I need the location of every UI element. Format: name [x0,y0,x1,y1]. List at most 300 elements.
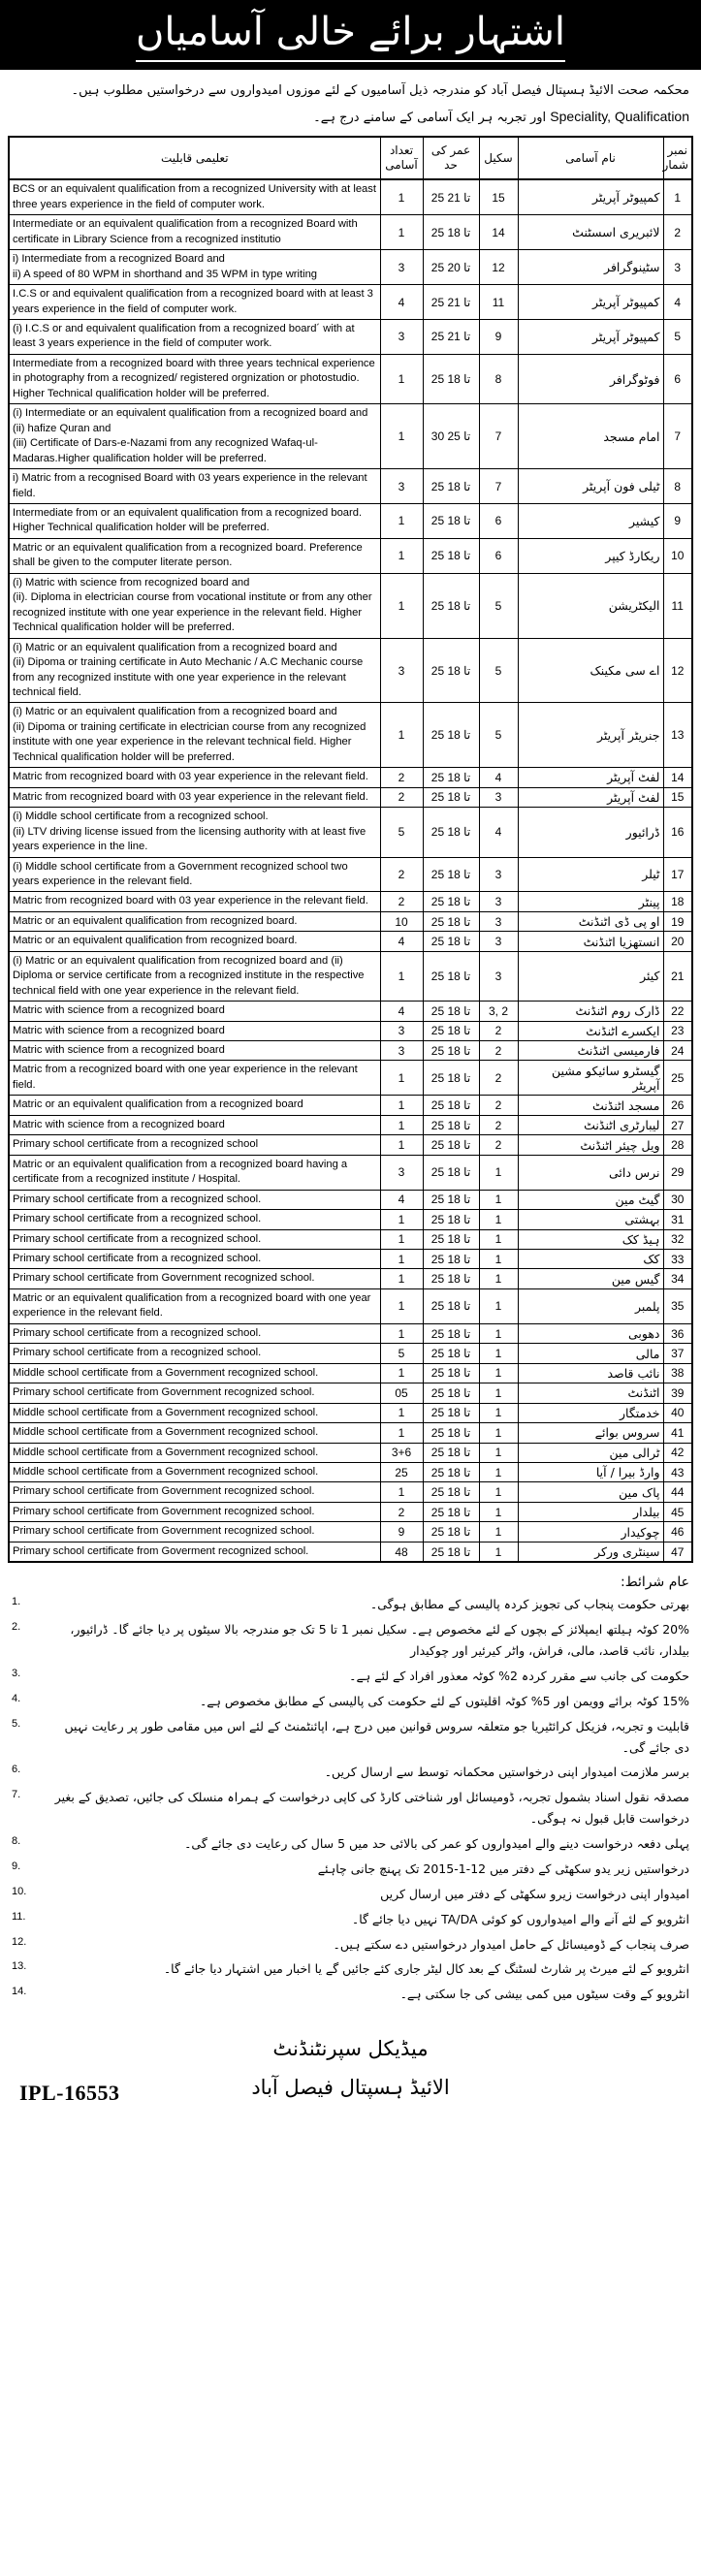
cell-count: 3 [380,250,423,285]
cell-qualification: (i) Middle school certificate from a Government recognized school two years experience in the relevant field. [9,857,380,892]
conditions-list [12,1594,689,2005]
cell-serial-number: 14 [663,768,692,787]
cell-count: 1 [380,179,423,214]
cell-count: 3 [380,1021,423,1040]
cell-age-limit: 25 تا 18 [423,1403,479,1422]
cell-post-name: فارمیسی اٹنڈنٹ [518,1041,663,1061]
cell-count: 1 [380,951,423,1001]
table-row [9,1344,692,1363]
cell-serial-number: 37 [663,1344,692,1363]
cell-count: 3 [380,469,423,504]
cell-scale: 1 [479,1269,518,1288]
condition-number: 1. [12,1596,21,1608]
cell-scale: 7 [479,469,518,504]
cell-count: 1 [380,1061,423,1096]
cell-age-limit: 25 تا 18 [423,1482,479,1502]
cell-post-name: گیس مین [518,1269,663,1288]
table-row [9,250,692,285]
cell-serial-number: 30 [663,1190,692,1209]
cell-qualification: Primary school certificate from Government recognized school. [9,1269,380,1288]
table-row [9,538,692,573]
condition-item [12,1884,689,1905]
table-row [9,1021,692,1040]
cell-post-name: او پی ڈی اٹنڈنٹ [518,911,663,931]
cell-qualification: (i) I.C.S or and equivalent qualification from a recognized board´ with at least 3 years experience in the field of computer work. [9,320,380,355]
cell-age-limit: 25 تا 18 [423,1210,479,1229]
condition-item [12,1934,689,1956]
cell-serial-number: 18 [663,892,692,911]
cell-age-limit: 25 تا 18 [423,787,479,807]
cell-serial-number: 46 [663,1522,692,1542]
cell-age-limit: 25 تا 18 [423,1323,479,1343]
cell-count: 1 [380,1229,423,1249]
condition-item [12,1594,689,1615]
table-row [9,1288,692,1323]
cell-serial-number: 34 [663,1269,692,1288]
cell-qualification: Matric with science from a recognized board [9,1115,380,1134]
header-age: عمر کی حد [423,137,479,179]
table-row [9,703,692,768]
cell-scale: 15 [479,179,518,214]
condition-number: 13. [12,1960,27,1973]
masthead-banner [0,0,701,70]
cell-scale: 6 [479,503,518,538]
cell-scale: 3 [479,787,518,807]
table-row [9,320,692,355]
conditions-section [0,1563,701,2013]
cell-qualification: Matric from a recognized board with one year experience in the relevant field. [9,1061,380,1096]
cell-serial-number: 42 [663,1443,692,1462]
table-row [9,1229,692,1249]
cell-scale: 1 [479,1229,518,1249]
cell-count: 4 [380,1002,423,1021]
cell-qualification: (i) Middle school certificate from a recognized school. (ii) LTV driving license issued from the licensing authority with at least five years experience in the line. [9,808,380,857]
condition-number: 7. [12,1789,21,1801]
cell-serial-number: 40 [663,1403,692,1422]
cell-scale: 12 [479,250,518,285]
cell-serial-number: 24 [663,1041,692,1061]
cell-qualification: Matric or an equivalent qualification from a recognized board [9,1096,380,1115]
cell-count: 1 [380,404,423,469]
cell-serial-number: 11 [663,573,692,638]
table-row [9,285,692,320]
cell-scale: 4 [479,768,518,787]
cell-qualification: Primary school certificate from Government recognized school. [9,1482,380,1502]
cell-qualification: (i) Intermediate or an equivalent qualification from a recognized board and (ii) hafize Quran and (iii) Certificate of Dars-e-Nazami from any recognized Wafaq-ul-Madaras.Higher qualification holder will be preferred. [9,404,380,469]
condition-number: 14. [12,1986,27,1998]
cell-post-name: امام مسجد [518,404,663,469]
cell-count: 1 [380,1269,423,1288]
cell-post-name: پلمبر [518,1288,663,1323]
cell-post-name: لفٹ آپریٹر [518,787,663,807]
cell-age-limit: 25 تا 18 [423,1229,479,1249]
table-row [9,1190,692,1209]
cell-count: 1 [380,1482,423,1502]
header-sr: نمبر شمار [663,137,692,179]
table-row [9,787,692,807]
cell-qualification: (i) Matric or an equivalent qualification from a recognized board and (ii) Dipoma or training certificate in Auto Mechanic / A.C Mechanic course from any recognized institute with one year experience in the relevant technical field. [9,638,380,703]
cell-age-limit: 25 تا 18 [423,1423,479,1443]
cell-count: 2 [380,857,423,892]
cell-post-name: کیئر [518,951,663,1001]
intro-line-2 [12,104,689,131]
cell-post-name: گیسٹرو سائیکو مشین آپریٹر [518,1061,663,1096]
condition-number: 8. [12,1835,21,1848]
condition-item [12,1859,689,1880]
cell-count: 05 [380,1383,423,1403]
cell-post-name: لیبارٹری اٹنڈنٹ [518,1115,663,1134]
cell-qualification: Middle school certificate from a Government recognized school. [9,1423,380,1443]
condition-number: 9. [12,1860,21,1872]
cell-qualification: Matric from recognized board with 03 year experience in the relevant field. [9,768,380,787]
cell-scale: 2 [479,1021,518,1040]
cell-count: 3+6 [380,1443,423,1462]
cell-scale: 6 [479,538,518,573]
cell-scale: 2 [479,1135,518,1155]
table-row [9,1443,692,1462]
cell-qualification: Primary school certificate from a recognized school. [9,1344,380,1363]
cell-age-limit: 25 تا 20 [423,250,479,285]
condition-text: پہلی دفعہ درخواست دینے والے امیدواروں کو عمر کی بالائی حد میں 5 سال کی رعایت دی جائے گی۔ [184,1836,689,1852]
cell-count: 2 [380,1502,423,1521]
cell-scale: 1 [479,1463,518,1482]
cell-qualification: Intermediate from or an equivalent qualification from a recognized board. Higher Technical qualification holder will be preferred. [9,503,380,538]
condition-number: 3. [12,1667,21,1679]
cell-age-limit: 25 تا 18 [423,1250,479,1269]
table-row [9,1269,692,1288]
table-row [9,404,692,469]
table-row [9,1502,692,1521]
cell-serial-number: 20 [663,932,692,951]
cell-post-name: نائب قاصد [518,1363,663,1383]
cell-age-limit: 25 تا 18 [423,1443,479,1462]
cell-post-name: کیشیر [518,503,663,538]
cell-count: 1 [380,1363,423,1383]
cell-count: 1 [380,703,423,768]
cell-post-name: ڈارک روم اٹنڈنٹ [518,1002,663,1021]
cell-post-name: گیٹ مین [518,1190,663,1209]
cell-serial-number: 22 [663,1002,692,1021]
cell-serial-number: 28 [663,1135,692,1155]
cell-count: 1 [380,1323,423,1343]
cell-scale: 2 [479,1061,518,1096]
cell-count: 1 [380,1250,423,1269]
condition-text: درخواستیں زیر یدو سکھٹی کے دفتر میں 12-1-2015 تک پہنچ جانی چاہئے [317,1860,689,1876]
cell-age-limit: 25 تا 18 [423,951,479,1001]
cell-qualification: Primary school certificate from a recognized school. [9,1323,380,1343]
condition-item [12,1762,689,1783]
cell-post-name: چوکیدار [518,1522,663,1542]
cell-scale: 2 [479,1041,518,1061]
cell-count: 2 [380,768,423,787]
signatory-institution: الائیڈ ہسپتال فیصل آباد [251,2076,450,2100]
cell-count: 1 [380,1210,423,1229]
cell-post-name: پینٹر [518,892,663,911]
cell-count: 3 [380,320,423,355]
cell-post-name: بیلدار [518,1502,663,1521]
cell-scale: 2 [479,1115,518,1134]
cell-qualification: Matric with science from a recognized board [9,1002,380,1021]
cell-scale: 5 [479,703,518,768]
cell-count: 2 [380,892,423,911]
cell-qualification: Primary school certificate from Government recognized school. [9,1502,380,1521]
table-row [9,638,692,703]
cell-serial-number: 33 [663,1250,692,1269]
cell-count: 10 [380,911,423,931]
condition-text: حکومت کی جانب سے مقرر کردہ 2% کوٹہ معذور افراد کے لئے ہے۔ [349,1668,689,1683]
table-row [9,951,692,1001]
cell-post-name: لائبریری اسسٹنٹ [518,215,663,250]
cell-serial-number: 31 [663,1210,692,1229]
cell-scale: 1 [479,1502,518,1521]
vacancy-table-wrapper [0,132,701,1563]
cell-count: 1 [380,573,423,638]
table-row [9,1423,692,1443]
cell-age-limit: 25 تا 18 [423,1041,479,1061]
condition-number: 12. [12,1935,27,1948]
table-row [9,1115,692,1134]
condition-text: انٹرویو کے لئے میرٹ پر شارٹ لسٹنگ کے بعد کال لیٹر جاری کئے جائیں گے یا اخبار میں اشتہار دیا جائے گا۔ [163,1961,689,1977]
cell-count: 1 [380,1135,423,1155]
table-row [9,503,692,538]
cell-serial-number: 7 [663,404,692,469]
cell-serial-number: 25 [663,1061,692,1096]
cell-scale: 1 [479,1210,518,1229]
table-row [9,1250,692,1269]
cell-count: 1 [380,538,423,573]
cell-post-name: کمپیوٹر آپریٹر [518,320,663,355]
cell-count: 1 [380,1423,423,1443]
cell-scale: 3, 2 [479,1002,518,1021]
cell-scale: 2 [479,1096,518,1115]
cell-age-limit: 25 تا 18 [423,573,479,638]
cell-age-limit: 25 تا 18 [423,1155,479,1190]
cell-serial-number: 16 [663,808,692,857]
cell-age-limit: 25 تا 18 [423,808,479,857]
cell-post-name: سٹینوگرافر [518,250,663,285]
cell-post-name: سروس بوائے [518,1423,663,1443]
cell-age-limit: 25 تا 18 [423,1002,479,1021]
condition-text: انٹرویو کے لئے آنے والے امیدواروں کو کوئی TA/DA نہیں دیا جائے گا۔ [351,1911,689,1926]
cell-post-name: انستھزیا اٹنڈنٹ [518,932,663,951]
cell-serial-number: 9 [663,503,692,538]
cell-qualification: (i) Matric with science from recognized board and (ii). Diploma in electrician course from vocational institute or from any other recognized institute with one year experience in the relevant field. Higher Technical qualification holder will be preferred. [9,573,380,638]
cell-scale: 4 [479,808,518,857]
condition-number: 11. [12,1910,26,1923]
cell-age-limit: 25 تا 18 [423,703,479,768]
cell-post-name: دھوبی [518,1323,663,1343]
cell-qualification: (i) Matric or an equivalent qualification from recognized board and (ii) Diploma or service certificate from a recognized institute in the respective technical field with one year experience in the relevant field. [9,951,380,1001]
page-title: اشتہار برائے خالی آسامیاں [136,8,565,62]
table-row [9,1482,692,1502]
cell-age-limit: 25 تا 18 [423,1190,479,1209]
cell-scale: 1 [479,1542,518,1562]
condition-text: 15% کوٹہ برائے وویمن اور 5% کوٹہ اقلیتوں کے لئے حکومت کی پالیسی کے مطابق مخصوص ہے۔ [199,1693,689,1708]
cell-serial-number: 43 [663,1463,692,1482]
cell-scale: 1 [479,1522,518,1542]
cell-scale: 3 [479,951,518,1001]
table-row [9,1210,692,1229]
cell-scale: 11 [479,285,518,320]
condition-number: 2. [12,1621,21,1634]
condition-item [12,1691,689,1712]
cell-age-limit: 25 تا 18 [423,215,479,250]
cell-age-limit: 25 تا 18 [423,932,479,951]
cell-scale: 1 [479,1403,518,1422]
cell-age-limit: 25 تا 18 [423,768,479,787]
cell-qualification: I.C.S or and equivalent qualification from a recognized board with at least 3 years experience in the field of computer work. [9,285,380,320]
cell-serial-number: 1 [663,179,692,214]
cell-post-name: کمپیوٹر آپریٹر [518,285,663,320]
cell-age-limit: 25 تا 18 [423,354,479,403]
cell-age-limit: 25 تا 18 [423,1383,479,1403]
table-row [9,892,692,911]
conditions-title: عام شرائط: [621,1574,689,1591]
cell-qualification: i) Matric from a recognised Board with 03 years experience in the relevant field. [9,469,380,504]
cell-qualification: Primary school certificate from Goverment recognized school. [9,1542,380,1562]
cell-scale: 1 [479,1190,518,1209]
cell-qualification: Middle school certificate from a Government recognized school. [9,1443,380,1462]
cell-age-limit: 25 تا 18 [423,503,479,538]
cell-age-limit: 25 تا 18 [423,1269,479,1288]
cell-scale: 14 [479,215,518,250]
cell-qualification: Primary school certificate from a recognized school. [9,1210,380,1229]
table-row [9,932,692,951]
cell-scale: 1 [479,1288,518,1323]
cell-post-name: ڈرائیور [518,808,663,857]
cell-age-limit: 25 تا 18 [423,1021,479,1040]
cell-post-name: ٹیلی فون آپریٹر [518,469,663,504]
cell-serial-number: 15 [663,787,692,807]
condition-text: مصدقہ نقول اسناد بشمول تجربہ، ڈومیسائل اور شناختی کارڈ کی کاپی درخواست کے ہمراہ منسلک کی جائیں، تصدیق کے بغیر درخواست قابل قبول نہ ہوگی۔ [54,1790,689,1827]
condition-item [12,1666,689,1687]
condition-item [12,1833,689,1855]
cell-serial-number: 21 [663,951,692,1001]
cell-qualification: Intermediate from a recognized board with three years technical experience in photography from a recognized/ registered orgnization or photostudio. Higher Technical qualification holder will be preferred. [9,354,380,403]
cell-scale: 1 [479,1443,518,1462]
table-row [9,1061,692,1096]
table-row [9,573,692,638]
cell-serial-number: 3 [663,250,692,285]
cell-qualification: Primary school certificate from a recognized school. [9,1190,380,1209]
cell-post-name: ٹرالی مین [518,1443,663,1462]
cell-qualification: BCS or an equivalent qualification from a recognized University with at least three years experience in the field of computer work. [9,179,380,214]
cell-qualification: Middle school certificate from a Government recognized school. [9,1463,380,1482]
cell-age-limit: 25 تا 18 [423,469,479,504]
cell-scale: 1 [479,1155,518,1190]
cell-serial-number: 26 [663,1096,692,1115]
cell-post-name: جنریٹر آپریٹر [518,703,663,768]
table-row [9,354,692,403]
condition-item [12,1787,689,1829]
cell-count: 1 [380,503,423,538]
table-row [9,1363,692,1383]
cell-scale: 3 [479,857,518,892]
table-row [9,1002,692,1021]
cell-age-limit: 25 تا 21 [423,179,479,214]
cell-count: 25 [380,1463,423,1482]
cell-qualification: Middle school certificate from a Government recognized school. [9,1363,380,1383]
cell-serial-number: 23 [663,1021,692,1040]
cell-post-name: مالی [518,1344,663,1363]
header-name: نام آسامی [518,137,663,179]
cell-count: 1 [380,1403,423,1422]
cell-post-name: اے سی مکینک [518,638,663,703]
table-row [9,1383,692,1403]
cell-scale: 1 [479,1383,518,1403]
cell-scale: 1 [479,1344,518,1363]
cell-post-name: وارڈ بیرا / آیا [518,1463,663,1482]
cell-post-name: کمپیوٹر آپریٹر [518,179,663,214]
cell-serial-number: 17 [663,857,692,892]
cell-scale: 1 [479,1423,518,1443]
cell-count: 3 [380,638,423,703]
cell-qualification: Primary school certificate from a recognized school. [9,1229,380,1249]
cell-age-limit: 25 تا 18 [423,1363,479,1383]
cell-post-name: اٹنڈنٹ [518,1383,663,1403]
cell-count: 3 [380,1041,423,1061]
cell-qualification: (i) Matric or an equivalent qualification from a recognized board and (ii) Dipoma or training certificate in electrician course from any recognized institute with one year experience in the relevant technical field. Higher Technical qualification holder will be preferred. [9,703,380,768]
cell-qualification: Matric from recognized board with 03 year experience in the relevant field. [9,892,380,911]
header-scale: سکیل [479,137,518,179]
cell-qualification: Matric or an equivalent qualification from recognized board. [9,911,380,931]
cell-count: 5 [380,808,423,857]
cell-count: 9 [380,1522,423,1542]
cell-age-limit: 25 تا 21 [423,285,479,320]
cell-serial-number: 47 [663,1542,692,1562]
cell-serial-number: 2 [663,215,692,250]
table-row [9,1323,692,1343]
cell-qualification: Primary school certificate from a recognized school [9,1135,380,1155]
cell-serial-number: 6 [663,354,692,403]
cell-age-limit: 25 تا 18 [423,1061,479,1096]
table-row [9,1041,692,1061]
cell-post-name: پاک مین [518,1482,663,1502]
table-body [9,179,692,1562]
condition-text: بھرتی حکومت پنجاب کی تجویز کردہ پالیسی کے مطابق ہوگی۔ [369,1597,689,1612]
condition-text: برسر ملازمت امیدوار اپنی درخواستیں محکمانہ توسط سے ارسال کریں۔ [324,1765,689,1780]
cell-count: 1 [380,354,423,403]
cell-serial-number: 4 [663,285,692,320]
cell-scale: 5 [479,573,518,638]
cell-count: 1 [380,1288,423,1323]
cell-post-name: ایکسرے اٹنڈنٹ [518,1021,663,1040]
condition-number: 10. [12,1885,27,1897]
cell-count: 4 [380,932,423,951]
cell-serial-number: 27 [663,1115,692,1134]
cell-count: 4 [380,1190,423,1209]
cell-scale: 7 [479,404,518,469]
cell-post-name: خدمتگار [518,1403,663,1422]
cell-scale: 1 [479,1323,518,1343]
condition-text: 20% کوٹہ ہیلتھ ایمپلائز کے بچوں کے لئے مخصوص ہے۔ سکیل نمبر 1 تا 5 تک جو مندرجہ بالا سیٹوں پر دیا جائے گا۔ ڈرائیور، بیلدار، نائب قاصد، مالی، فراش، واٹر کیرئیر اور چوکیدار [70,1622,689,1659]
cell-qualification: i) Intermediate from a recognized Board and ii) A speed of 80 WPM in shorthand and 35 WPM in type writing [9,250,380,285]
condition-number: 4. [12,1692,21,1704]
condition-item [12,1716,689,1759]
cell-scale: 3 [479,911,518,931]
cell-serial-number: 45 [663,1502,692,1521]
header-qualification: تعلیمی قابلیت [9,137,380,179]
cell-qualification: Intermediate or an equivalent qualification from a recognized Board with certificate in Library Science from a recognized institutio [9,215,380,250]
intro-section [0,70,701,132]
cell-post-name: سینٹری ورکر [518,1542,663,1562]
table-row [9,1135,692,1155]
cell-age-limit: 25 تا 18 [423,1542,479,1562]
table-row [9,1522,692,1542]
cell-post-name: ٹیلر [518,857,663,892]
cell-age-limit: 25 تا 18 [423,1463,479,1482]
table-row [9,808,692,857]
